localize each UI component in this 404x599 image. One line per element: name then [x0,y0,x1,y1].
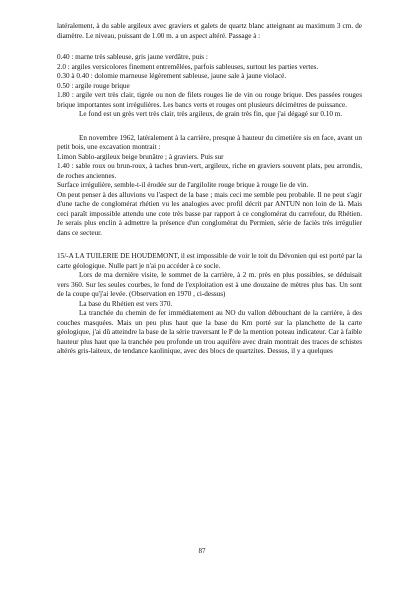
paragraph: On peut penser à des alluvions vu l'aspect de la base ; mais ceci me semble peu probable. Il ne peut s'agir d'une tache de conglomérat rhétien vu les analogies avec profil décrit par ANTUN non loin de là. Mais ceci paraît impossible attendu une cote très basse par rapport à ce conglomérat du carrefour, du Rhétien. Je serais plus enclin à admettre la présence d'un conglomérat du Permien, série de faciès très irrégulier dans ce secteur. [57,190,362,237]
paragraph: 2.0 : argiles versicolores finement entremêlées, parfois sableuses, surtout les parties vertes. [57,62,319,71]
paragraph: Surface irrégulière, semble-t-il érodée sur de l'argilolite rouge brique à rouge lie de vin. [57,181,309,189]
paragraph: 1.80 : argile vert très clair, tigrée ou non de filets rouges lie de vin ou rouge brique. Des passées rouges brique importantes sont irrégulières. Les bancs verts et rouges ont plusieurs décimètres de puissance. [57,91,362,109]
paragraph: La tranchée du chemin de fer immédiatement au NO du vallon débouchant de la carrière, à des couches masquées. Mais un peu plus haut que la base du Km porté sur la planchette de la carte géologique, j'ai dû atteindre la base de la série traversant le P de la mention poteau indicateur. Car à faible hauteur plus haut que la tranchée peu profonde un trou aquifère avec drain montrait des traces de schistes altérés gris-laiteux, de tendance kaolinique, avec des blocs de quartzites. Dessus, il y a quelques [57,309,362,355]
paragraph: En novembre 1962, latéralement à la carrière, presque à hauteur du cimetière sis en face, avant un petit bois, une excavation montrait : [57,133,362,151]
paragraph: Le fond est un grès vert très clair, très argileux, de grain très fin, que j'ai dégagé sur 0.10 m. [79,110,343,118]
page-number: 87 [198,547,206,555]
paragraph: La base du Rhétien est vers 370. [79,299,173,308]
body-text [57,22,362,357]
paragraph: Limon Sablo-argileux beige brunâtre ; à graviers. Puis sur [57,152,224,161]
paragraph: 0.30 à 0.40 : dolomie marneuse légèrement sableuse, jaune sale à jaune violacé. [57,72,287,80]
section-heading-paragraph: 15/-A LA TUILERIE DE HOUDEMONT, il est impossible de voir le toit du Dévonien qui est porté par la carte géologique. Nulle part je n'ai pu accéder à ce socle. [57,252,362,270]
paragraph: 1.40 : sable roux ou brun-roux, à taches brun-vert, argileux, riche en graviers souvent plats, peu arrondis, de roches anciennes. [57,162,362,180]
paragraph: 0.40 : marne très sableuse, gris jaune verdâtre, puis : [57,53,208,61]
paragraph: 0.50 : argile rouge brique [57,81,130,90]
paragraph: Lors de ma dernière visite, le sommet de la carrière, à 2 m. près en plus possibles, se déduisait vers 360. Sur les seules courbes, le fond de l'exploitation est à une douzaine de mètres plus bas. Un sont de la coupe qu'j'ai levée. (Observation en 1970 , ci-dessus) [57,271,362,298]
paragraph: latéralement, à du sable argileux avec graviers et galets de quartz blanc atteignant au maximum 3 cm. de diamètre. Le niveau, puissant de 1.00 m. a un aspect altéré. Passage à : [57,22,362,40]
